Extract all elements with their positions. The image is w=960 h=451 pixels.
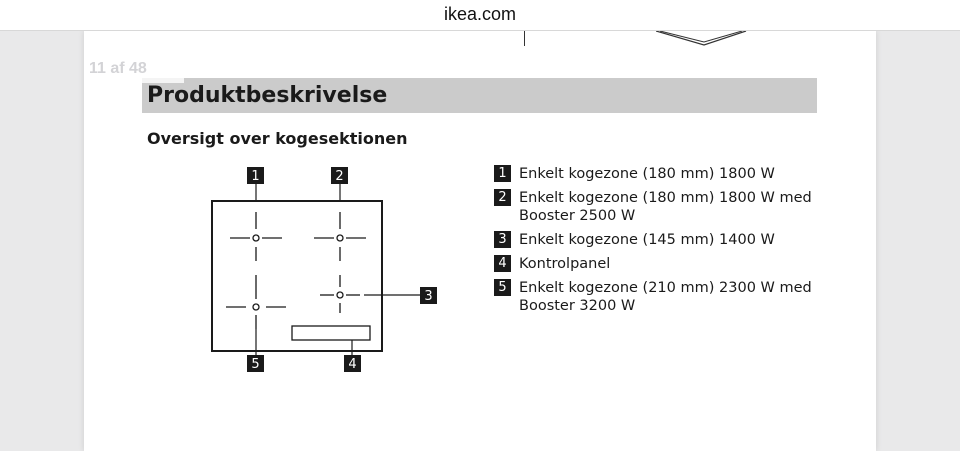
legend-text: Enkelt kogezone (145 mm) 1400 W — [519, 232, 775, 248]
page-counter-text: 11 af 48 — [89, 60, 147, 77]
legend-number-badge: 1 — [494, 165, 511, 182]
url-text: ikea.com — [443, 4, 517, 24]
document-page — [84, 31, 876, 451]
cooktop-diagram — [210, 167, 440, 382]
legend-item — [494, 255, 834, 273]
callout-label-2: 2 — [335, 169, 344, 184]
legend-number-badge: 2 — [494, 189, 511, 206]
legend-item — [494, 165, 834, 183]
page-counter — [84, 59, 184, 83]
cooking-zone-5 — [226, 275, 286, 329]
callout-label-5: 5 — [251, 357, 260, 372]
callout-label-1: 1 — [251, 169, 260, 184]
control-panel — [292, 326, 370, 340]
legend-text: Enkelt kogezone (180 mm) 1800 W — [519, 166, 775, 182]
callout-label-3: 3 — [424, 289, 433, 304]
legend-number-badge: 3 — [494, 231, 511, 248]
section-heading-bar — [142, 78, 817, 113]
cooking-zone-1 — [230, 212, 282, 261]
cooking-zone-2 — [314, 212, 366, 261]
previous-page-diagram-shape — [656, 31, 776, 47]
previous-page-diagram-line — [524, 31, 525, 46]
legend-text: Kontrolpanel — [519, 256, 611, 272]
legend-number-badge: 5 — [494, 279, 511, 296]
legend-number-badge: 4 — [494, 255, 511, 272]
cooktop-outline — [212, 201, 382, 351]
cooking-zone-3 — [320, 275, 360, 313]
legend-text: Enkelt kogezone (180 mm) 1800 W med Booster 2500 W — [519, 190, 812, 224]
section-title: Produktbeskrivelse — [147, 83, 388, 108]
callout-label-4: 4 — [348, 357, 357, 372]
legend-item — [494, 189, 834, 225]
legend-item — [494, 231, 834, 249]
diagram-legend — [494, 165, 834, 321]
legend-text: Enkelt kogezone (210 mm) 2300 W med Booster 3200 W — [519, 280, 812, 314]
legend-item — [494, 279, 834, 315]
subsection-title: Oversigt over kogesektionen — [147, 129, 408, 148]
browser-address-bar[interactable] — [0, 0, 960, 31]
